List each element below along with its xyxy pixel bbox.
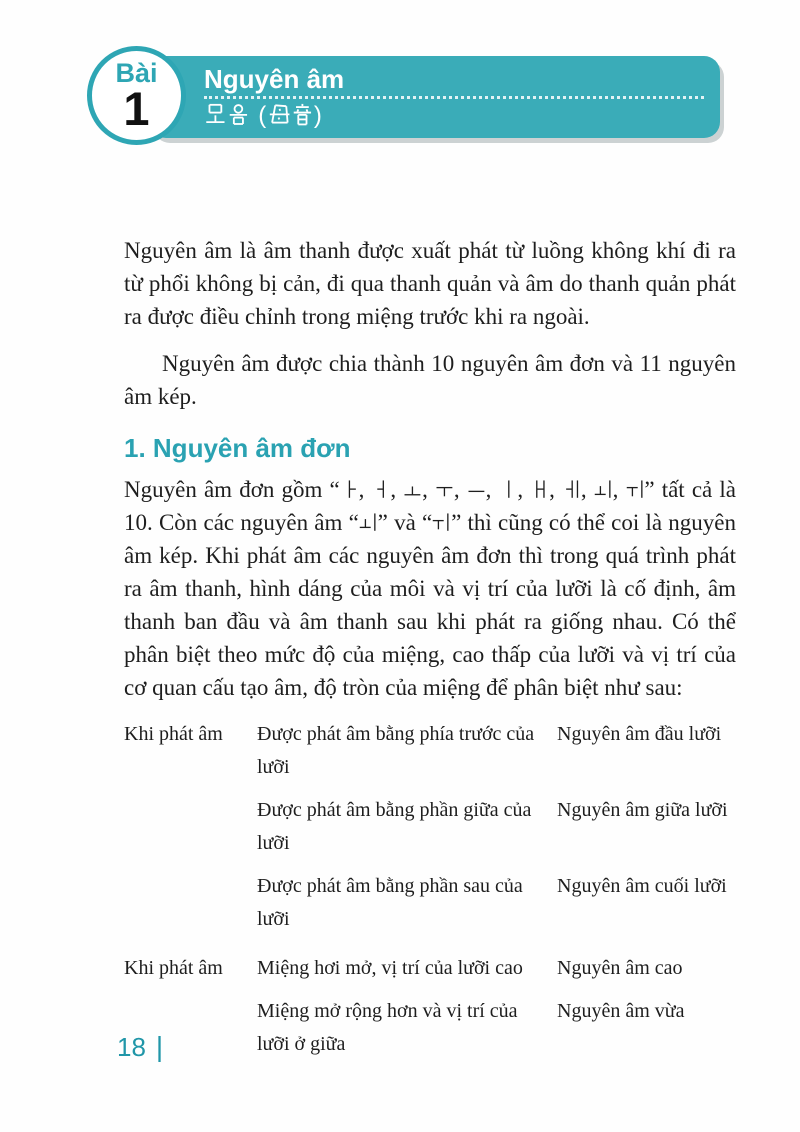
table-row-label: Khi phát âm xyxy=(124,957,223,979)
table-row-label-spacer xyxy=(124,870,257,936)
table-row-label: Khi phát âm xyxy=(124,723,223,745)
table-cell-result: Nguyên âm vừa xyxy=(557,1000,685,1022)
lesson-label: Bài xyxy=(115,58,158,88)
intro-paragraph-2: Nguyên âm được chia thành 10 nguyên âm đơn và 11 nguyên âm kép. xyxy=(124,351,736,409)
table-cell-result: Nguyên âm đầu lưỡi xyxy=(557,723,722,745)
page-number: 18 xyxy=(117,1031,146,1062)
section-heading-simple-vowels: 1. Nguyên âm đơn xyxy=(124,433,351,463)
tongue-position-table xyxy=(124,718,736,936)
intro-paragraph-1: Nguyên âm là âm thanh được xuất phát từ luồng không khí đi ra từ phổi không bị cản, đi qua thanh quản và âm do thanh quản phát ra được điều chỉnh trong miệng trước khi ra ngoài. xyxy=(124,238,736,329)
lesson-number-badge xyxy=(87,46,186,145)
lesson-banner xyxy=(150,56,720,138)
table-row-label-spacer xyxy=(124,794,257,860)
table-cell-description: Miệng mở rộng hơn và vị trí của lưỡi ở giữa xyxy=(257,1000,518,1055)
table-cell-result: Nguyên âm giữa lưỡi xyxy=(557,799,728,821)
table-cell-result: Nguyên âm cuối lưỡi xyxy=(557,875,727,897)
simple-vowels-paragraph: Nguyên âm đơn gồm “ , , , , , , , , , ” tất cả là 10. Còn các nguyên âm “ ” và “ ” thì cũng có thể coi là nguyên âm kép. Khi phát âm các nguyên âm đơn thì trong quá trình phát ra âm thanh, hình dáng của môi và vị trí của lưỡi là cố định, âm thanh ban đầu và âm thanh sau khi phát ra giống nhau. Có thể phân biệt theo mức độ của miệng, cao thấp của lưỡi và vị trí của cơ quan cấu tạo âm, độ tròn của miệng để phân biệt như sau: xyxy=(124,477,736,700)
table-cell-description: Miệng hơi mở, vị trí của lưỡi cao xyxy=(257,957,523,979)
table-cell-description: Được phát âm bằng phía trước của lưỡi xyxy=(257,723,535,778)
table-cell-description: Được phát âm bằng phần sau của lưỡi xyxy=(257,875,523,930)
lesson-title: Nguyên âm xyxy=(204,64,345,94)
dotted-divider xyxy=(204,96,704,99)
page-footer xyxy=(117,1031,163,1063)
page-content xyxy=(124,234,736,1061)
page-number-divider: | xyxy=(155,1031,164,1062)
lesson-number: 1 xyxy=(123,82,150,135)
table-cell-description: Được phát âm bằng phần giữa của lưỡi xyxy=(257,799,532,854)
lesson-header xyxy=(0,0,800,150)
table-cell-result: Nguyên âm cao xyxy=(557,957,683,979)
mouth-opening-table xyxy=(124,952,736,1061)
lesson-subtitle-korean: ( ) xyxy=(204,103,720,129)
